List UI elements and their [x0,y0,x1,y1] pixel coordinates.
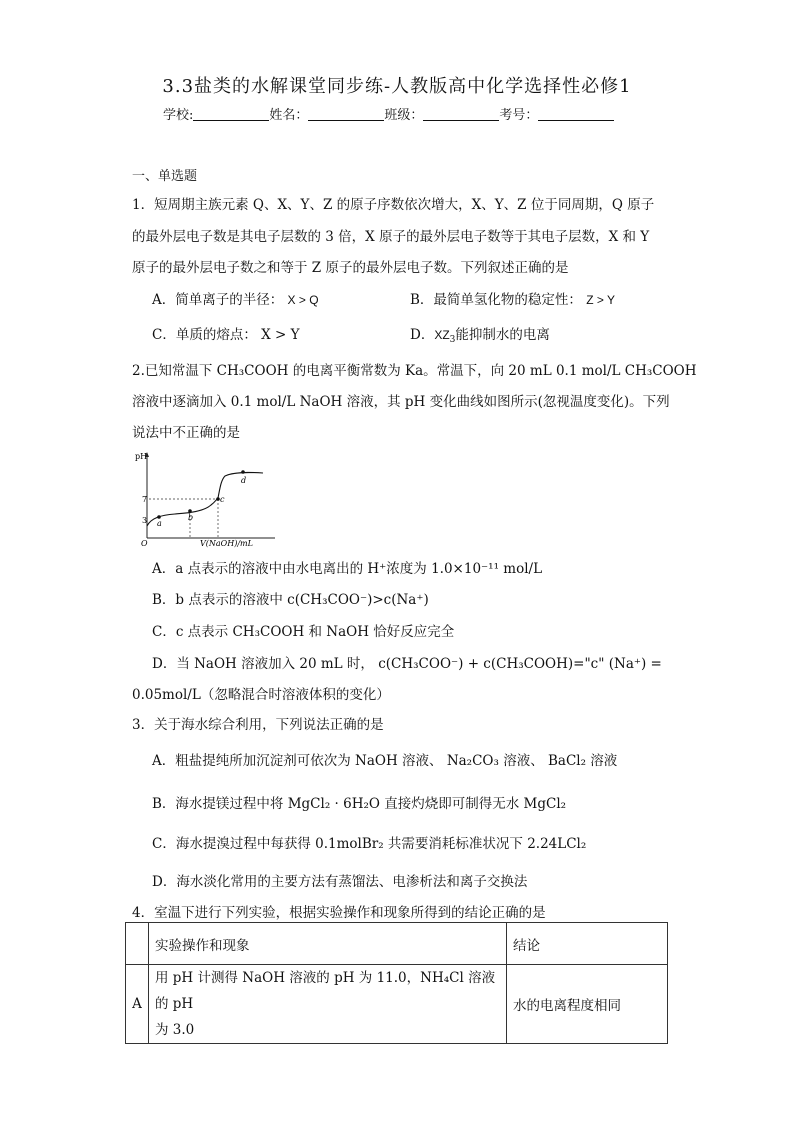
q2-option-a[interactable]: A．a 点表示的溶液中由水电离出的 H⁺浓度为 1.0×10⁻¹¹ mol/L [152,561,543,577]
q1-line1: 1．短周期主族元素 Q、X、Y、Z 的原子序数依次增大，X、Y、Z 位于同周期，Q 原子 [132,197,655,213]
q4-line1: 4．室温下进行下列实验，根据实验操作和现象所得到的结论正确的是 [132,905,546,921]
section-heading: 一、单选题 [132,169,198,184]
header-cell-index [126,923,149,965]
number-blank[interactable] [538,107,614,121]
q1-line3: 原子的最外层电子数之和等于 Z 原子的最外层电子数。下列叙述正确的是 [132,260,569,276]
q2-option-b[interactable]: B．b 点表示的溶液中 c(CH₃COO⁻)>c(Na⁺) [152,592,429,608]
q3-line1: 3．关于海水综合利用，下列说法正确的是 [132,717,384,733]
q3-option-c[interactable]: C．海水提溴过程中每获得 0.1molBr₂ 共需要消耗标准状况下 2.24LCl₂ [152,836,587,852]
point-a-label: a [157,519,162,528]
header-cell-conclusion: 结论 [507,923,668,965]
q1-option-b[interactable]: B．最简单氢化物的稳定性： Z > Y [410,292,616,308]
y-tick-3: 3 [142,516,148,525]
point-d-label: d [241,476,247,485]
q2-line3: 说法中不正确的是 [132,425,240,441]
name-label: 姓名： [269,108,309,123]
point-d [241,470,245,474]
table-row [126,965,668,1044]
row-operation: 用 pH 计测得 NaOH 溶液的 pH 为 11.0，NH₄Cl 溶液的 pH 为 3.0 [149,965,507,1044]
y-tick-7: 7 [142,495,148,504]
q1-option-a[interactable]: A．简单离子的半径： X > Q [152,292,319,308]
school-blank[interactable] [193,107,269,121]
ph-titration-chart [135,450,285,550]
header-cell-operation: 实验操作和现象 [149,923,507,965]
number-label: 考号： [499,108,539,123]
q1-line2: 的最外层电子数是其电子层数的 3 倍，X 原子的最外层电子数等于其电子层数，X 和 Y [132,229,650,245]
class-blank[interactable] [423,107,499,121]
page-title: 3.3盐类的水解课堂同步练-人教版高中化学选择性必修1 [162,76,632,97]
class-label: 班级： [384,108,424,123]
row-conclusion: 水的电离程度相同 [507,965,668,1044]
q2-option-c[interactable]: C．c 点表示 CH₃COOH 和 NaOH 恰好反应完全 [152,624,455,640]
school-label: 学校: [163,108,194,123]
point-c-label: c [220,495,225,504]
origin-label: O [141,539,148,548]
q3-option-b[interactable]: B．海水提镁过程中将 MgCl₂ · 6H₂O 直接灼烧即可制得无水 MgCl₂ [152,796,567,812]
q3-option-d[interactable]: D．海水淡化常用的主要方法有蒸馏法、电渗析法和离子交换法 [152,874,528,890]
x-axis-label: V(NaOH)/mL [200,539,253,548]
q1-option-d[interactable]: D．$XZ_3$能抑制水的电离 [410,327,550,345]
table-header-row [126,923,668,965]
y-axis-label: pH [135,452,148,461]
q2-option-d[interactable]: D．当 NaOH 溶液加入 20 mL 时， c(CH₃COO⁻) + c(CH₃COOH)="c" (Na⁺) = [152,656,662,672]
name-blank[interactable] [308,107,384,121]
experiment-table [125,922,668,1044]
q2-option-d-line2: 0.05mol/L（忽略混合时溶液体积的变化） [132,687,390,703]
q3-option-a[interactable]: A．粗盐提纯所加沉淀剂可依次为 NaOH 溶液、 Na₂CO₃ 溶液、 BaCl₂ 溶液 [152,753,618,769]
q2-line2: 溶液中逐滴加入 0.1 mol/L NaOH 溶液，其 pH 变化曲线如图所示(忽视温度变化)。下列 [132,394,670,410]
student-info-line [163,104,614,123]
q2-line1: 2.已知常温下 CH₃COOH 的电离平衡常数为 Ka。常温下，向 20 mL 0.1 mol/L CH₃COOH [132,363,697,379]
row-label: A [126,965,149,1044]
point-b-label: b [188,513,194,522]
q1-option-c[interactable]: C．单质的熔点： X > Y [152,327,300,343]
